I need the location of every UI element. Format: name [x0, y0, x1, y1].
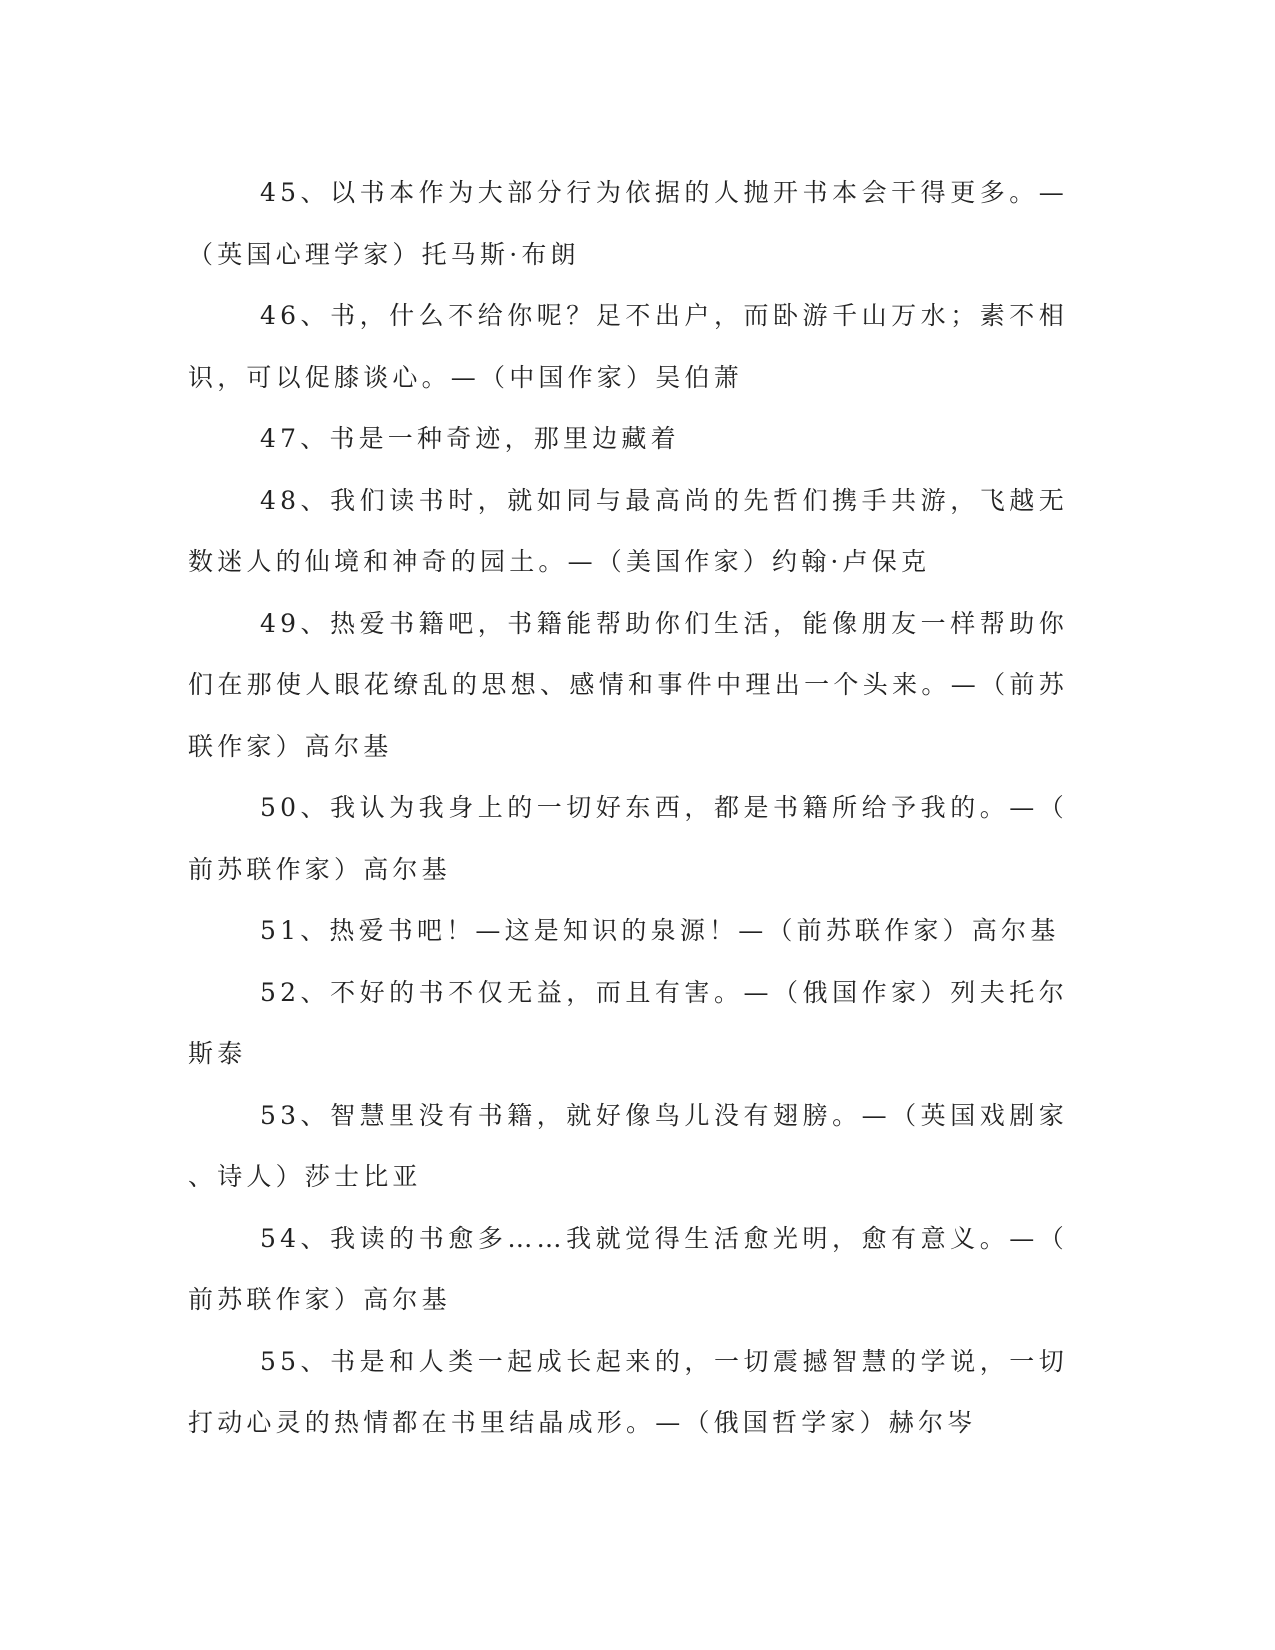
quote-48: 48、我们读书时，就如同与最高尚的先哲们携手共游，飞越无数迷人的仙境和神奇的园土。—（美国作家）约翰·卢保克 [188, 485, 1068, 576]
quote-52: 52、不好的书不仅无益，而且有害。—（俄国作家）列夫托尔斯泰 [188, 977, 1068, 1068]
quote-46: 46、书，什么不给你呢？足不出户，而卧游千山万水；素不相识，可以促膝谈心。—（中国作家）吴伯萧 [188, 301, 1068, 392]
quote-50: 50、我认为我身上的一切好东西，都是书籍所给予我的。—（前苏联作家）高尔基 [188, 793, 1068, 884]
quote-53: 53、智慧里没有书籍，就好像鸟儿没有翅膀。—（英国戏剧家、诗人）莎士比亚 [188, 1100, 1068, 1191]
quote-47: 47、书是一种奇迹，那里边藏着 [260, 424, 680, 453]
quote-55: 55、书是和人类一起成长起来的，一切震撼智慧的学说，一切打动心灵的热情都在书里结晶成形。—（俄国哲学家）赫尔岑 [188, 1346, 1068, 1437]
quote-list [188, 162, 1068, 1454]
quote-45: 45、以书本作为大部分行为依据的人抛开书本会干得更多。—（英国心理学家）托马斯·布朗 [188, 178, 1068, 269]
quote-54: 54、我读的书愈多……我就觉得生活愈光明，愈有意义。—（前苏联作家）高尔基 [188, 1223, 1068, 1314]
quote-49: 49、热爱书籍吧，书籍能帮助你们生活，能像朋友一样帮助你们在那使人眼花缭乱的思想、感情和事件中理出一个头来。—（前苏联作家）高尔基 [188, 608, 1068, 761]
quote-51: 51、热爱书吧！—这是知识的泉源！—（前苏联作家）高尔基 [260, 916, 1060, 945]
